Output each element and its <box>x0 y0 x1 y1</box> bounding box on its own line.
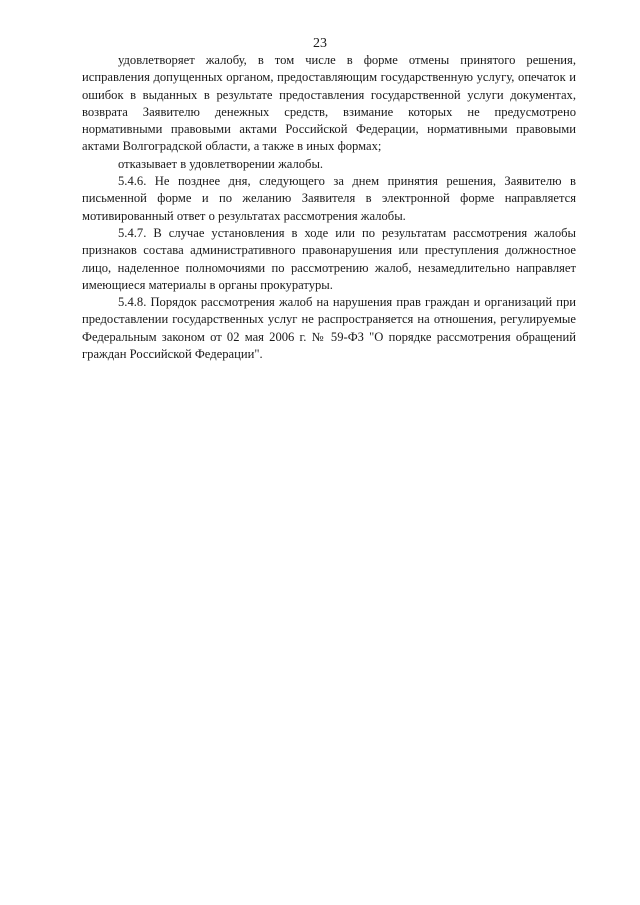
paragraph-remedy-decision: удовлетворяет жалобу, в том числе в форме отмены принятого решения, исправления допущенных органом, предоставляющим государственную услугу, опечаток и ошибок в выданных в результате предоставления государственной услуги документах, возврата Заявителю денежных средств, взимание которых не предусмотрено нормативными правовыми актами Российской Федерации, нормативными правовыми актами Волгоградской области, а также в иных формах; <box>82 53 576 154</box>
page-number: 23 <box>313 36 327 51</box>
body-text <box>82 52 576 363</box>
paragraph-5-4-7: 5.4.7. В случае установления в ходе или по результатам рассмотрения жалобы признаков состава административного правонарушения или преступления должностное лицо, наделенное полномочиями по рассмотрению жалоб, незамедлительно направляет имеющиеся материалы в органы прокуратуры. <box>82 225 576 292</box>
paragraph-5-4-6: 5.4.6. Не позднее дня, следующего за днем принятия решения, Заявителю в письменной форме и по желанию Заявителя в электронной форме направляется мотивированный ответ о результатах рассмотрения жалобы. <box>82 174 576 223</box>
paragraph-refusal: отказывает в удовлетворении жалобы. <box>118 156 324 171</box>
paragraph-5-4-8: 5.4.8. Порядок рассмотрения жалоб на нарушения прав граждан и организаций при предоставлении государственных услуг не распространяется на отношения, регулируемые Федеральным законом от 02 мая 2006 г. № 59-ФЗ "О порядке рассмотрения обращений граждан Российской Федерации". <box>82 295 576 362</box>
